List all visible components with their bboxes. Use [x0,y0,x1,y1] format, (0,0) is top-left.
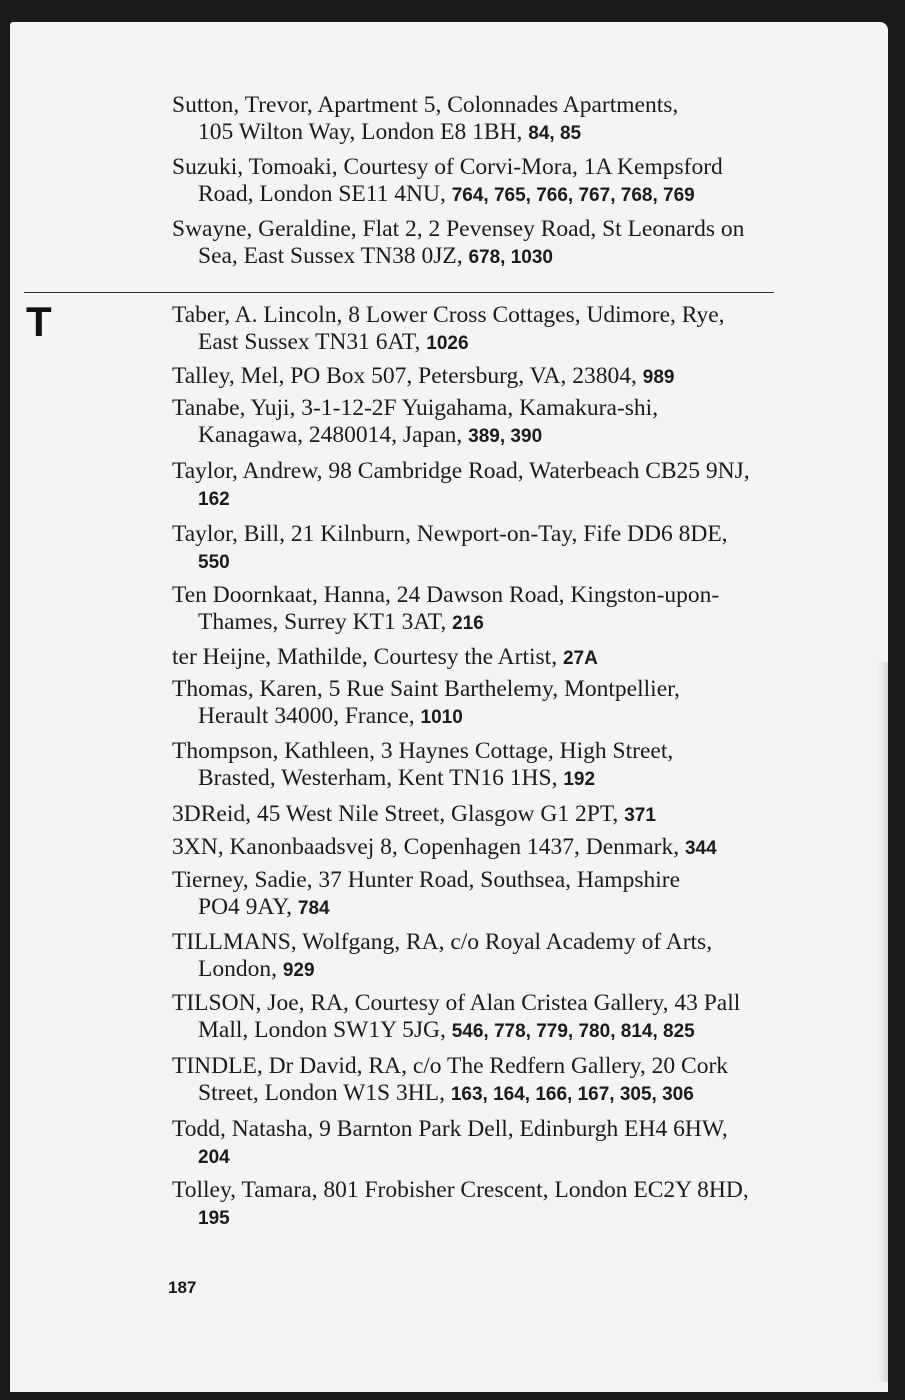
index-entry [172,929,818,984]
entry-text-cont: PO4 9AY, [198,894,298,920]
entry-text: 3XN, Kanonbaadsvej 8, Copenhagen 1437, Denmark, [172,834,685,860]
book-page [10,22,888,1392]
page-shadow [878,662,888,1382]
entry-text-cont: Road, London SE11 4NU, [198,181,452,207]
index-entry [172,644,818,672]
entry-text: Suzuki, Tomoaki, Courtesy of Corvi-Mora, 1A Kempsford [172,154,723,180]
index-entry [172,801,818,829]
entry-text-cont: Mall, London SW1Y 5JG, [198,1017,452,1043]
entry-text: Ten Doornkaat, Hanna, 24 Dawson Road, Kingston-upon- [172,582,720,608]
entry-text: Tierney, Sadie, 37 Hunter Road, Southsea, Hampshire [172,867,681,893]
entry-text-cont: Street, London W1S 3HL, [198,1080,451,1106]
index-entry [172,1053,818,1108]
index-entry [172,363,818,391]
page-refs: 1010 [420,707,463,728]
page-refs: 216 [452,613,484,634]
index-entry [172,216,818,271]
page-refs: 163, 164, 166, 167, 305, 306 [450,1084,694,1105]
index-entry [172,676,818,731]
entry-text-cont: Sea, East Sussex TN38 0JZ, [198,243,469,269]
entry-text: Todd, Natasha, 9 Barnton Park Dell, Edinburgh EH4 6HW, [172,1116,728,1142]
index-entry [172,990,818,1045]
entry-text: Tolley, Tamara, 801 Frobisher Crescent, London EC2Y 8HD, [172,1177,749,1203]
page-refs: 162 [198,489,230,510]
page-refs: 1026 [426,333,469,354]
index-entry [172,302,818,357]
entry-text: ter Heijne, Mathilde, Courtesy the Artist, [172,644,563,670]
index-entry [172,92,818,147]
entry-text: Swayne, Geraldine, Flat 2, 2 Pevensey Road, St Leonards on [172,216,745,242]
entry-text-cont: 105 Wilton Way, London E8 1BH, [198,119,529,145]
index-entry [172,521,818,576]
section-letter: T [26,298,52,345]
entry-text: Taylor, Andrew, 98 Cambridge Road, Waterbeach CB25 9NJ, [172,458,750,484]
page-refs: 344 [684,838,717,859]
entry-text: TILSON, Joe, RA, Courtesy of Alan Cristea Gallery, 43 Pall [172,990,741,1016]
section-divider [24,292,774,293]
entry-text: 3DReid, 45 West Nile Street, Glasgow G1 2PT, [172,801,625,827]
index-entry [172,154,818,209]
index-entry [172,1116,818,1171]
entry-text-cont: East Sussex TN31 6AT, [198,329,427,355]
entry-text: Tanabe, Yuji, 3-1-12-2F Yuigahama, Kamakura-shi, [172,395,659,421]
page-refs: 195 [198,1208,230,1229]
page-refs: 204 [198,1147,230,1168]
page-refs: 989 [642,367,675,388]
index-entry [172,738,818,793]
index-entry [172,395,818,450]
entry-text: Taylor, Bill, 21 Kilnburn, Newport-on-Tay, Fife DD6 8DE, [172,521,728,547]
page-number: 187 [168,1278,197,1297]
index-entry [172,582,818,637]
page-refs: 371 [624,805,656,826]
entry-text: Sutton, Trevor, Apartment 5, Colonnades Apartments, [172,92,679,118]
page-refs: 546, 778, 779, 780, 814, 825 [451,1021,695,1042]
entry-text: TILLMANS, Wolfgang, RA, c/o Royal Academy of Arts, [172,929,713,955]
entry-text-cont: Brasted, Westerham, Kent TN16 1HS, [198,765,564,791]
index-entry [172,458,818,513]
page-refs: 389, 390 [468,426,543,447]
entry-text-cont: Thames, Surrey KT1 3AT, [198,609,453,635]
index-entry [172,1177,818,1232]
page-refs: 192 [563,769,596,790]
entry-text-cont: Kanagawa, 2480014, Japan, [198,422,469,448]
index-entry [172,834,818,862]
index-entry [172,867,818,922]
entry-text: Talley, Mel, PO Box 507, Petersburg, VA, 23804, [172,363,643,389]
page-refs: 550 [198,552,230,573]
page-refs: 84, 85 [528,123,582,144]
page-refs: 784 [297,898,330,919]
page-refs: 929 [282,960,315,981]
entry-text-cont: Herault 34000, France, [198,703,421,729]
page-refs: 764, 765, 766, 767, 768, 769 [451,185,695,206]
entry-text: Taber, A. Lincoln, 8 Lower Cross Cottages, Udimore, Rye, [172,302,725,328]
entry-text-cont: London, [198,956,283,982]
page-refs: 27A [562,648,598,669]
entry-text: Thompson, Kathleen, 3 Haynes Cottage, High Street, [172,738,674,764]
entry-text: Thomas, Karen, 5 Rue Saint Barthelemy, Montpellier, [172,676,680,702]
entry-text: TINDLE, Dr David, RA, c/o The Redfern Gallery, 20 Cork [172,1053,729,1079]
page-refs: 678, 1030 [468,247,553,268]
